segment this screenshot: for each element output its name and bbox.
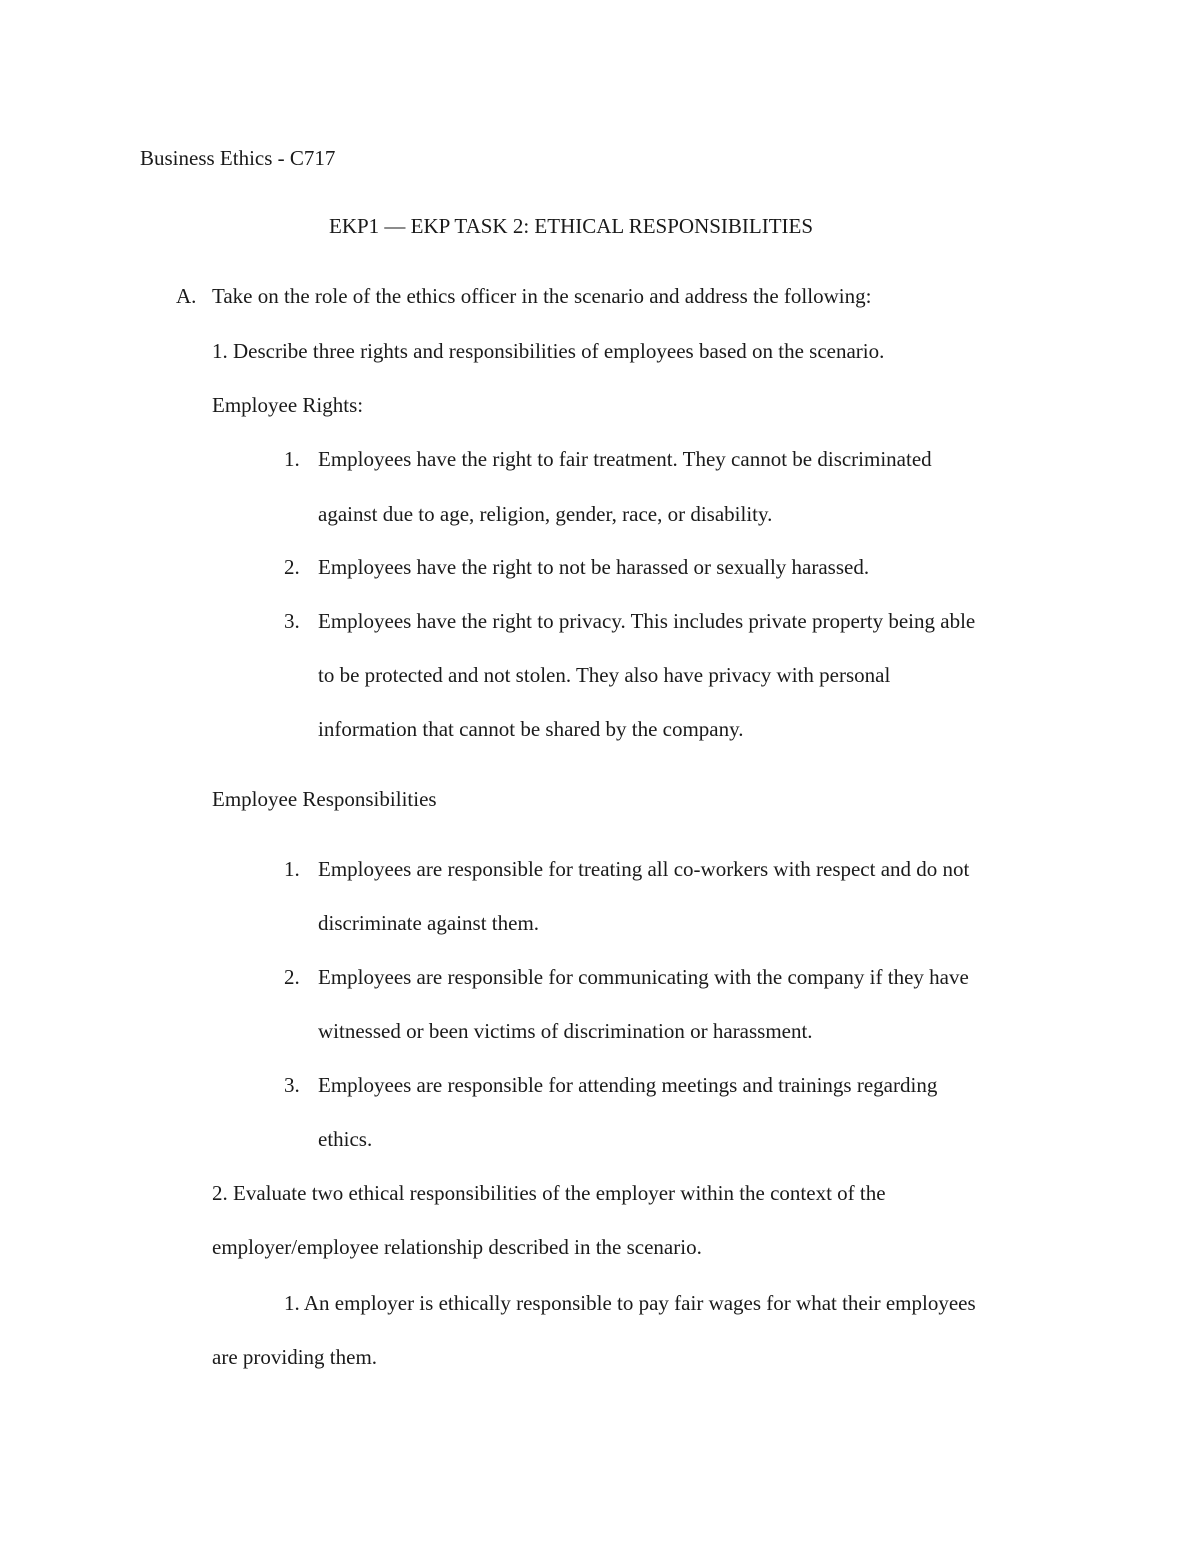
resp-item-1-line-2: discriminate against them. (318, 911, 540, 935)
rights-item-1-line-1: Employees have the right to fair treatment. They cannot be discriminated (318, 447, 932, 471)
section-a-prompt: Take on the role of the ethics officer in the scenario and address the following: (212, 284, 872, 308)
resp-item-2-line-1: Employees are responsible for communicating with the company if they have (318, 965, 969, 989)
rights-item-3-number: 3. (284, 609, 300, 633)
rights-item-2-number: 2. (284, 555, 300, 579)
rights-item-3-line-1: Employees have the right to privacy. This includes private property being able (318, 609, 976, 633)
resp-item-3-line-1: Employees are responsible for attending meetings and trainings regarding (318, 1073, 938, 1097)
question-2-line-2: employer/employee relationship described in the scenario. (212, 1235, 702, 1259)
rights-item-3-line-2: to be protected and not stolen. They also have privacy with personal (318, 663, 891, 687)
responsibilities-heading: Employee Responsibilities (212, 787, 437, 811)
resp-item-3-line-2: ethics. (318, 1127, 373, 1151)
resp-item-2-number: 2. (284, 965, 300, 989)
resp-item-1-number: 1. (284, 857, 300, 881)
employer-item-1-line-2: are providing them. (212, 1345, 378, 1369)
resp-item-3-number: 3. (284, 1073, 300, 1097)
rights-item-2-line-1: Employees have the right to not be harassed or sexually harassed. (318, 555, 870, 579)
rights-item-1-number: 1. (284, 447, 300, 471)
section-a-marker: A. (176, 284, 197, 308)
rights-item-3-line-3: information that cannot be shared by the company. (318, 717, 744, 741)
question-1: 1. Describe three rights and responsibilities of employees based on the scenario. (212, 339, 885, 363)
rights-item-1-line-2: against due to age, religion, gender, race, or disability. (318, 502, 773, 526)
resp-item-2-line-2: witnessed or been victims of discrimination or harassment. (318, 1019, 813, 1043)
question-2-line-1: 2. Evaluate two ethical responsibilities of the employer within the context of the (212, 1181, 886, 1205)
employer-item-1-line-1: 1. An employer is ethically responsible to pay fair wages for what their employees (284, 1291, 976, 1315)
rights-heading: Employee Rights: (212, 393, 364, 417)
page-title: EKP1 — EKP TASK 2: ETHICAL RESPONSIBILITIES (329, 214, 814, 238)
course-header: Business Ethics - C717 (140, 146, 336, 170)
resp-item-1-line-1: Employees are responsible for treating all co-workers with respect and do not (318, 857, 970, 881)
